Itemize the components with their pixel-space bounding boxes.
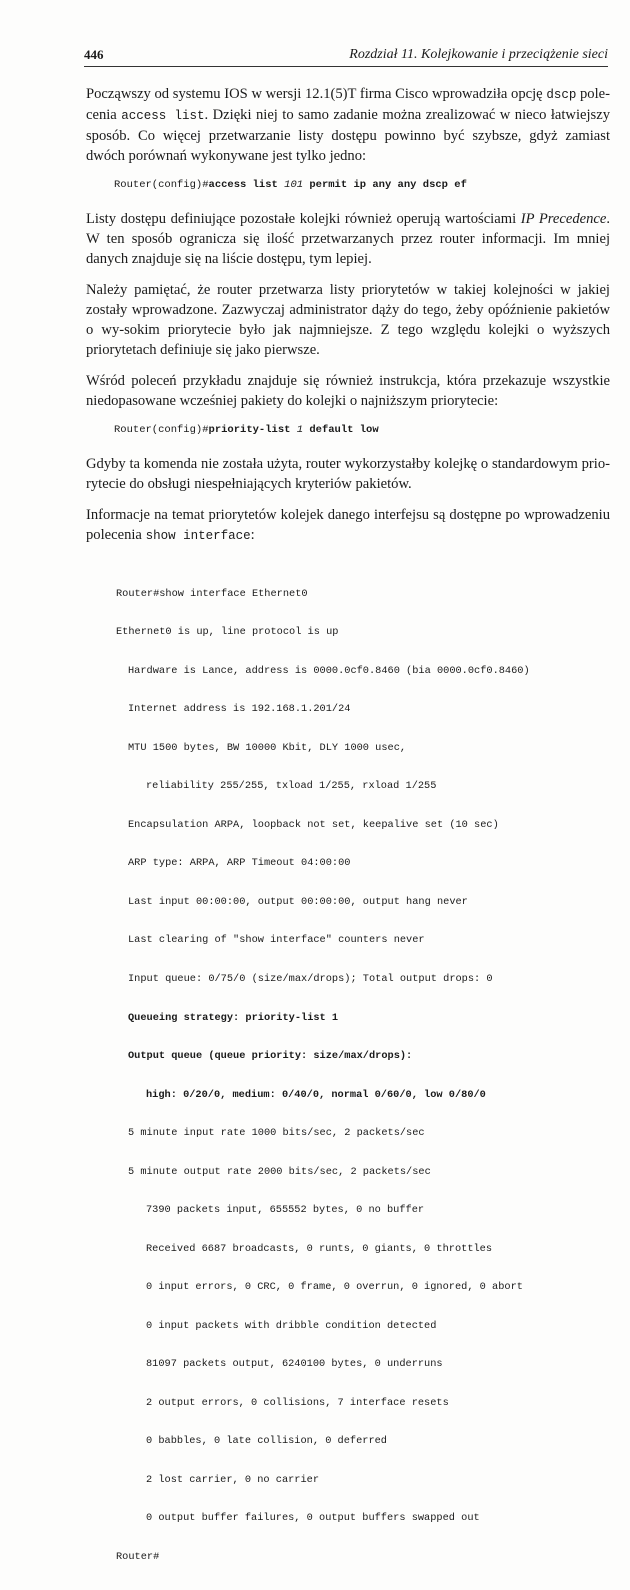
- command-priority-list: [114, 422, 610, 438]
- list-number: 1: [296, 424, 304, 436]
- paragraph-priority-order: Należy pamiętać, że router przetwarza listy priorytetów w takiej kolejności w jakiej zostały wprowadzone. Zazwyczaj administrator dąży do tego, żeby opóźnienie pakietów o wy-sokim priorytecie było jak najmniejsze. Z tego względu kolejki o wyższych priorytetach definiuje się jako pierwsze.: [86, 282, 610, 358]
- text: pole-cenia: [86, 86, 610, 123]
- keyword: access list: [208, 179, 285, 191]
- console-line: MTU 1500 bytes, BW 10000 Kbit, DLY 1000 usec,: [128, 741, 407, 754]
- keyword: default low: [303, 424, 379, 436]
- console-line: 81097 packets output, 6240100 bytes, 0 underruns: [146, 1358, 443, 1371]
- console-line: Received 6687 broadcasts, 0 runts, 0 giants, 0 throttles: [146, 1242, 493, 1255]
- console-line: Last input 00:00:00, output 00:00:00, output hang never: [128, 895, 468, 908]
- text: Listy dostępu definiujące pozostałe kolejki również operują wartościami: [86, 211, 521, 227]
- inline-code-dscp: dscp: [546, 88, 577, 102]
- console-line: Hardware is Lance, address is 0000.0cf0.8460 (bia 0000.0cf0.8460): [128, 664, 530, 677]
- prompt: Router(config)#: [114, 424, 209, 436]
- console-line: 7390 packets input, 655552 bytes, 0 no buffer: [146, 1204, 425, 1217]
- console-output: [116, 562, 610, 1590]
- console-line: 0 input packets with dribble condition detected: [146, 1319, 437, 1332]
- paragraph-dscp-intro: [86, 84, 610, 166]
- paragraph-show-interface: [86, 505, 610, 546]
- console-line: Input queue: 0/75/0 (size/max/drops); Total output drops: 0: [128, 973, 493, 985]
- console-prompt: Router#: [116, 1550, 160, 1563]
- paragraph-access-lists: [86, 209, 610, 269]
- console-line-queue-priorities: high: 0/20/0, medium: 0/40/0, normal 0/60/0, low 0/80/0: [146, 1088, 486, 1101]
- console-line: 0 input errors, 0 CRC, 0 frame, 0 overrun, 0 ignored, 0 abort: [146, 1281, 523, 1294]
- text: Informacje na temat priorytetów kolejek danego interfejsu są dostępne po wprowadzeniu polecenia: [86, 507, 610, 543]
- inline-code-show-interface: show interface: [145, 529, 251, 543]
- text: :: [250, 527, 255, 543]
- list-number: 101: [284, 179, 304, 191]
- console-line-queueing-strategy: Queueing strategy: priority-list 1: [128, 1011, 339, 1024]
- running-header: [84, 44, 608, 67]
- console-line: Ethernet0 is up, line protocol is up: [116, 626, 339, 639]
- console-line-output-queue: Output queue (queue priority: size/max/drops):: [128, 1050, 413, 1063]
- page-body: [86, 84, 610, 1590]
- paragraph-default-queue: Wśród poleceń przykładu znajduje się również instrukcja, która przekazuje wszystkie niedopasowane wcześniej pakiety do kolejki o najniższym priorytecie:: [86, 373, 610, 409]
- italic-term: IP Precedence: [520, 211, 607, 227]
- chapter-title: Rozdział 11. Kolejkowanie i przeciążenie sieci: [349, 47, 608, 62]
- console-line: 2 output errors, 0 collisions, 7 interface resets: [146, 1396, 449, 1409]
- console-line: Last clearing of "show interface" counters never: [128, 934, 425, 947]
- command-access-list: [114, 177, 610, 193]
- console-line: 0 output buffer failures, 0 output buffers swapped out: [146, 1512, 480, 1525]
- prompt: Router(config)#: [114, 179, 209, 191]
- console-line: Router#show interface Ethernet0: [116, 587, 308, 600]
- keyword: permit ip any any dscp ef: [303, 179, 467, 191]
- text: . W ten sposób ogranicza się ilość przetwarzanych przez router informacji. Im mniej danych znajduje się na liście dostępu, tym lepiej.: [86, 211, 611, 267]
- console-line: reliability 255/255, txload 1/255, rxload 1/255: [146, 780, 437, 793]
- keyword: priority-list: [208, 424, 297, 436]
- page-number: 446: [84, 47, 104, 62]
- console-line: Encapsulation ARPA, loopback not set, keepalive set (10 sec): [128, 818, 499, 831]
- console-line: Internet address is 192.168.1.201/24: [128, 703, 351, 716]
- text: . Dzięki niej to samo zadanie można zrealizować w nieco łatwiejszy sposób. Co więcej przetwarzanie listy dostępu powinno być szybsze, gdyż zamiast dwóch porównań wykonywane jest tylko jedno:: [86, 107, 610, 164]
- console-line: 5 minute input rate 1000 bits/sec, 2 packets/sec: [128, 1127, 425, 1140]
- inline-code-access-list: access list: [121, 109, 205, 123]
- paragraph-no-default: Gdyby ta komenda nie została użyta, router wykorzystałby kolejkę o standardowym prio-rytecie do obsługi niespełniających kryteriów pakietów.: [86, 456, 610, 492]
- text: Począwszy od systemu IOS w wersji 12.1(5)T firma Cisco wprowadziła opcję: [86, 86, 547, 102]
- console-line: 2 lost carrier, 0 no carrier: [146, 1473, 320, 1486]
- console-line: ARP type: ARPA, ARP Timeout 04:00:00: [128, 857, 351, 870]
- console-line: 0 babbles, 0 late collision, 0 deferred: [146, 1435, 387, 1448]
- console-line: 5 minute output rate 2000 bits/sec, 2 packets/sec: [128, 1165, 431, 1178]
